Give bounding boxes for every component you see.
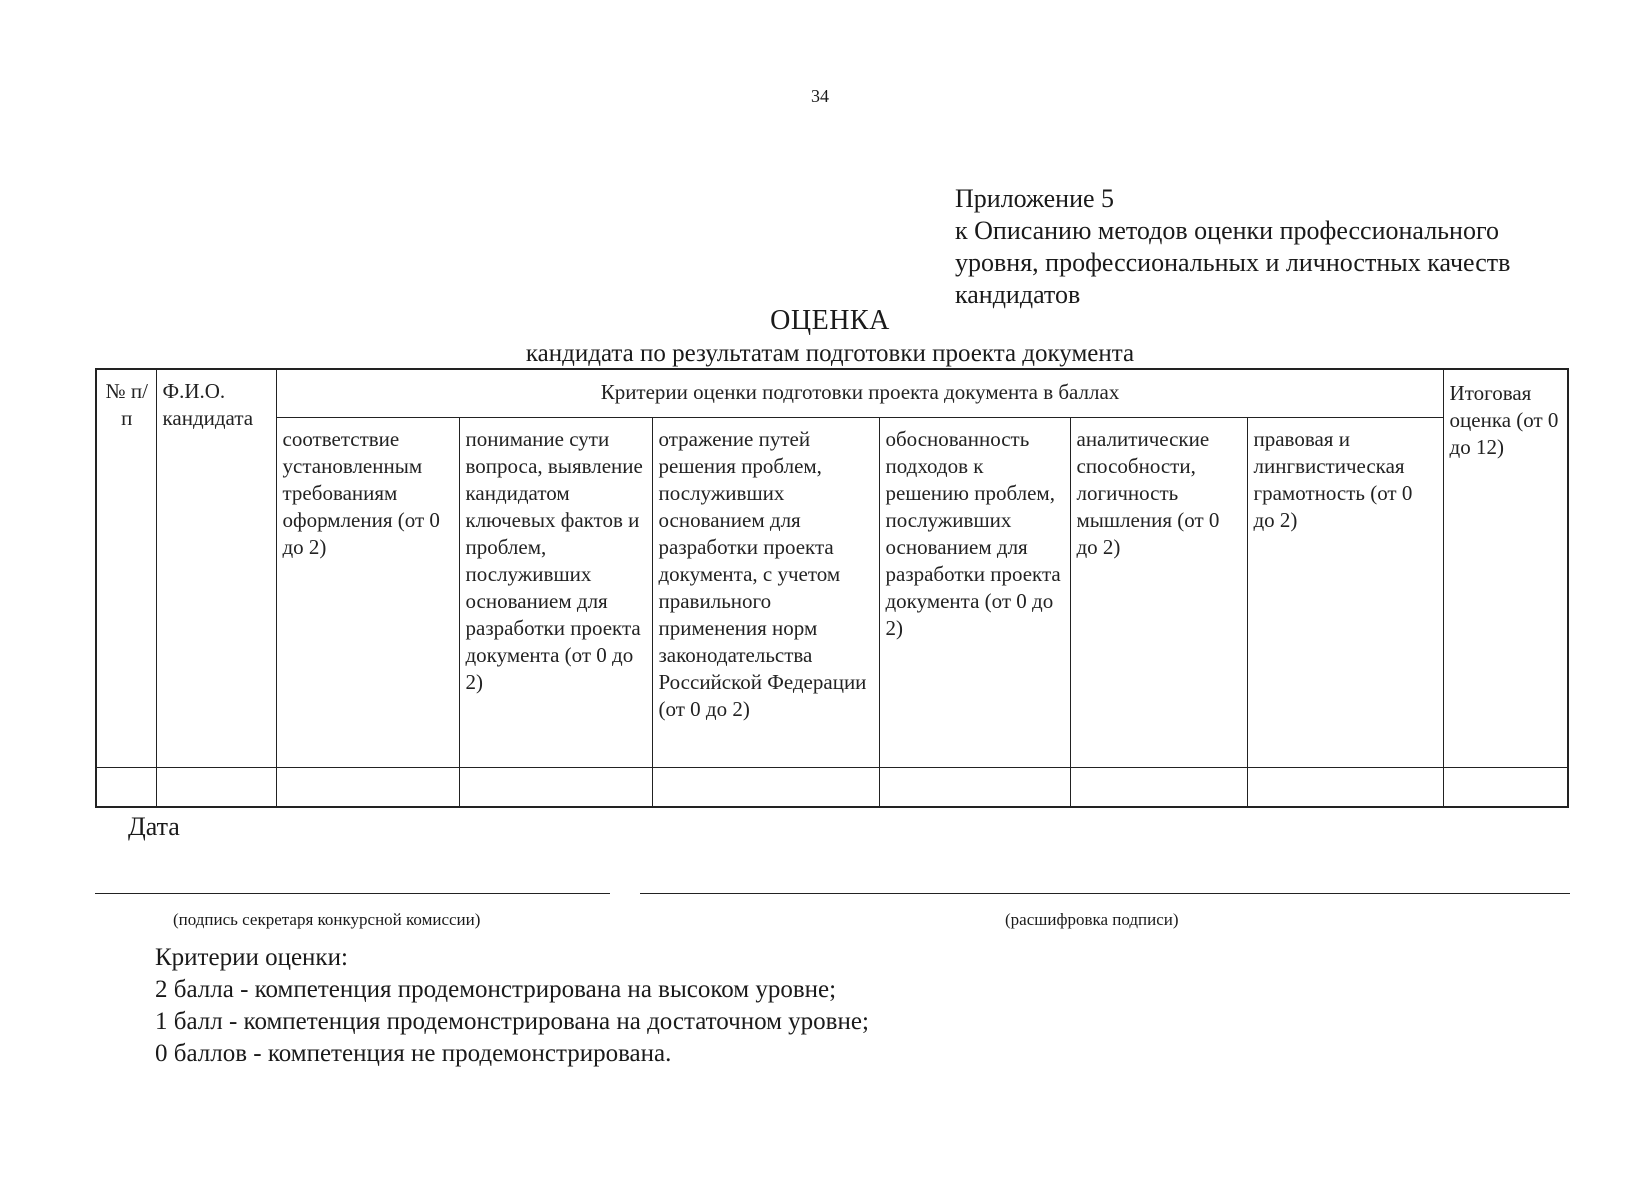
criterion-formatting: соответствие установленным требованиям оформления (от 0 до 2): [276, 417, 459, 767]
table-cell[interactable]: [1443, 767, 1568, 807]
table-cell[interactable]: [879, 767, 1070, 807]
table-cell[interactable]: [1070, 767, 1247, 807]
date-label: Дата: [128, 812, 180, 841]
criterion-understanding: понимание сути вопроса, выявление кандидатом ключевых фактов и проблем, послуживших основанием для разработки проекта документа (от 0 до 2): [459, 417, 652, 767]
criteria-heading: Критерии оценки:: [155, 944, 348, 971]
document-title: ОЦЕНКА: [770, 305, 890, 336]
criterion-analytical: аналитические способности, логичность мышления (от 0 до 2): [1070, 417, 1247, 767]
criteria-header-row: [96, 417, 1568, 767]
page-number: 34: [811, 86, 829, 106]
criterion-literacy: правовая и лингвистическая грамотность (от 0 до 2): [1247, 417, 1443, 767]
table-cell[interactable]: [459, 767, 652, 807]
signature-decode-caption: (расшифровка подписи): [1005, 910, 1179, 929]
table-cell[interactable]: [156, 767, 276, 807]
criterion-justification: обоснованность подходов к решению проблем, послуживших основанием для разработки проекта документа (от 0 до 2): [879, 417, 1070, 767]
appendix-line: Приложение 5: [955, 184, 1115, 213]
appendix-note: [955, 183, 1595, 311]
table-cell[interactable]: [1247, 767, 1443, 807]
signature-decode-line: [640, 893, 1570, 894]
table-cell[interactable]: [96, 767, 156, 807]
evaluation-table: [95, 368, 1569, 808]
appendix-line: кандидатов: [955, 280, 1081, 309]
header-number: № п/п: [96, 369, 156, 767]
criterion-solutions: отражение путей решения проблем, послуживших основанием для разработки проекта документа, с учетом правильного применения норм законодательства Российской Федерации (от 0 до 2): [652, 417, 879, 767]
header-criteria: Критерии оценки подготовки проекта документа в баллах: [276, 369, 1443, 417]
document-subtitle: кандидата по результатам подготовки проекта документа: [525, 340, 1135, 367]
header-total-score: Итоговая оценка (от 0 до 12): [1443, 369, 1568, 767]
table-cell[interactable]: [652, 767, 879, 807]
criteria-item: 1 балл - компетенция продемонстрирована на достаточном уровне;: [155, 1008, 869, 1035]
signature-caption: (подпись секретаря конкурсной комиссии): [173, 910, 481, 929]
appendix-line: уровня, профессиональных и личностных качеств: [955, 248, 1511, 277]
table-cell[interactable]: [276, 767, 459, 807]
criteria-notes: [155, 942, 869, 1070]
appendix-line: к Описанию методов оценки профессионального: [955, 216, 1499, 245]
table-row: [96, 767, 1568, 807]
table-header-row: [96, 369, 1568, 417]
header-candidate-name: Ф.И.О. кандидата: [156, 369, 276, 767]
criteria-item: 2 балла - компетенция продемонстрирована на высоком уровне;: [155, 976, 837, 1003]
signature-line: [95, 893, 610, 894]
criteria-item: 0 баллов - компетенция не продемонстрирована.: [155, 1040, 672, 1067]
